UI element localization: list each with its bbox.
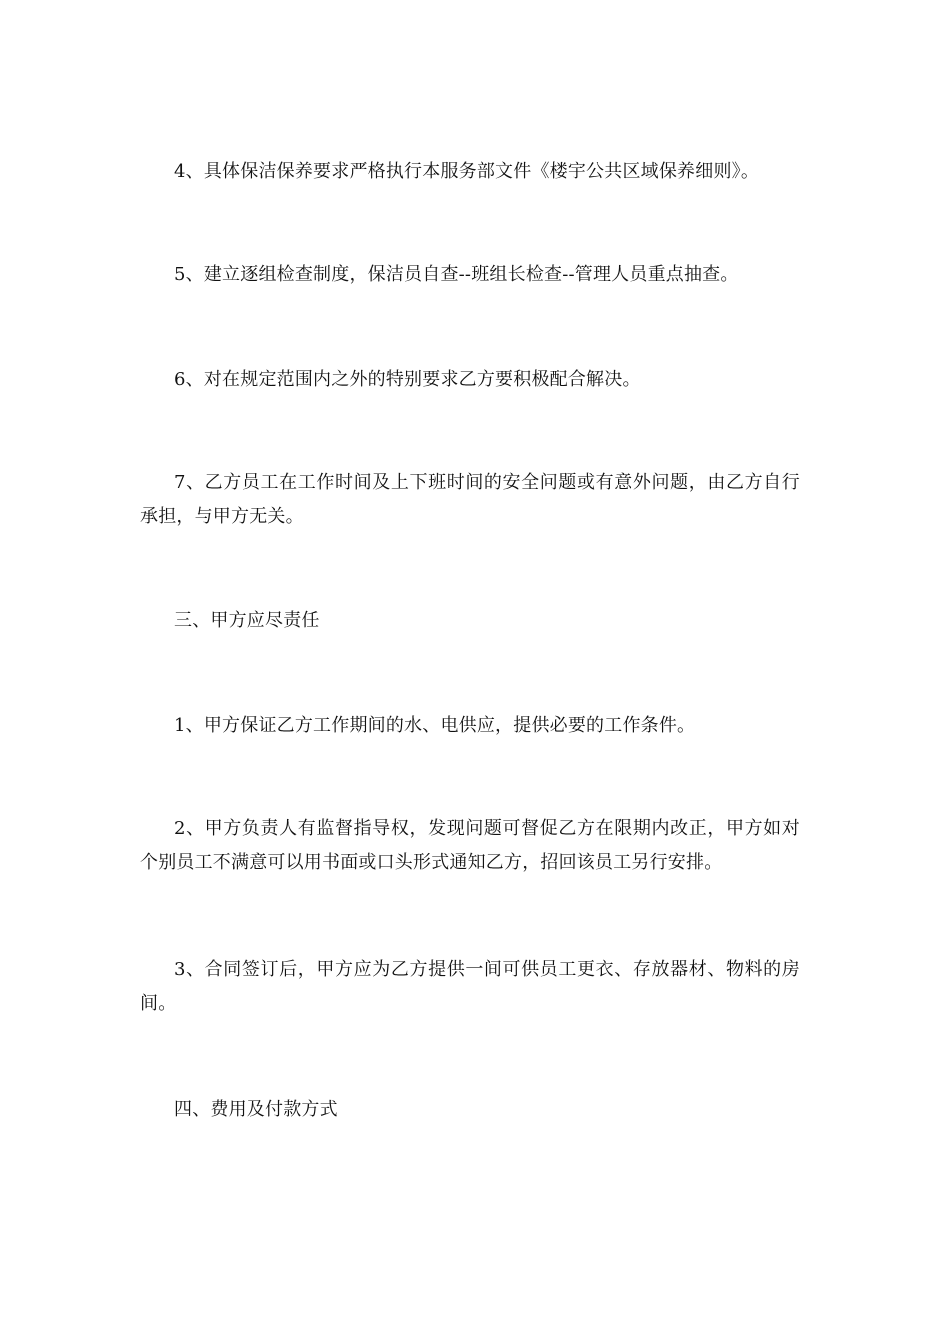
clause-5-paragraph: 5、建立逐组检查制度，保洁员自查--班组长检查--管理人员重点抽查。 (174, 264, 739, 285)
clause-4-paragraph: 4、具体保洁保养要求严格执行本服务部文件《楼宇公共区域保养细则》。 (174, 161, 760, 182)
party-a-clause-2-paragraph: 2、甲方负责人有监督指导权，发现问题可督促乙方在限期内改正，甲方如对个别员工不满意可以用书面或口头形式通知乙方，招回该员工另行安排。 (140, 818, 800, 873)
section-four-heading: 四、费用及付款方式 (174, 1099, 338, 1120)
clause-6-paragraph: 6、对在规定范围内之外的特别要求乙方要积极配合解决。 (174, 369, 641, 390)
party-a-clause-3-paragraph: 3、合同签订后，甲方应为乙方提供一间可供员工更衣、存放器材、物料的房间。 (140, 959, 800, 1014)
clause-7-paragraph: 7、乙方员工在工作时间及上下班时间的安全问题或有意外问题，由乙方自行承担，与甲方无关。 (140, 472, 800, 527)
party-a-clause-1-paragraph: 1、甲方保证乙方工作期间的水、电供应，提供必要的工作条件。 (174, 715, 696, 736)
section-three-heading: 三、甲方应尽责任 (174, 610, 320, 631)
